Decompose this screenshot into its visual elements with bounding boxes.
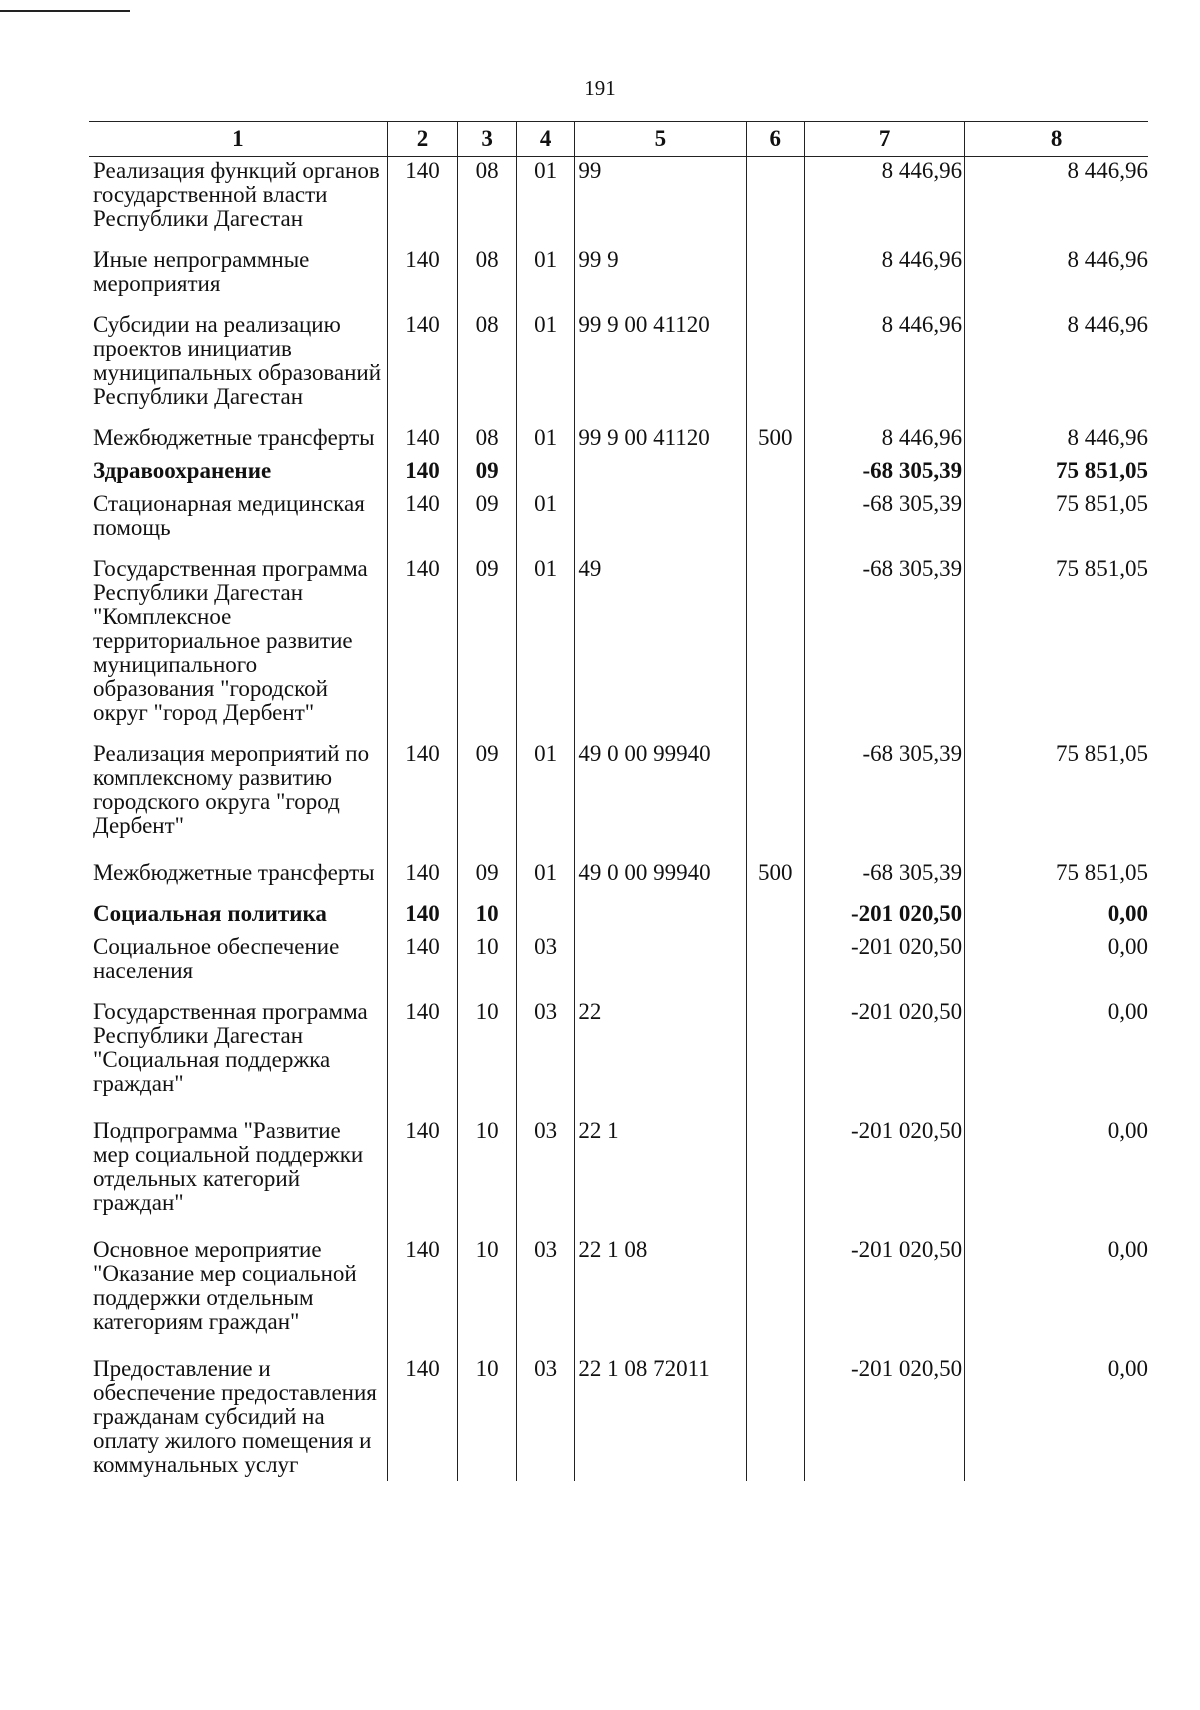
column-header: 3 xyxy=(458,122,517,157)
cell-amount-total: 0,00 xyxy=(965,933,1148,998)
cell-amount-change: -68 305,39 xyxy=(805,490,965,555)
cell-amount-total: 0,00 xyxy=(965,900,1148,933)
cell-subsection-code: 03 xyxy=(516,1236,575,1355)
cell-ministry-code: 140 xyxy=(387,859,458,900)
cell-section-code: 08 xyxy=(458,424,517,457)
cell-section-code: 10 xyxy=(458,1236,517,1355)
cell-section-code: 09 xyxy=(458,740,517,859)
cell-expense-type xyxy=(746,1355,805,1481)
cell-ministry-code: 140 xyxy=(387,998,458,1117)
table-row xyxy=(89,555,1148,740)
row-label: Основное мероприятие "Оказание мер социальной поддержки отдельным категориям граждан" xyxy=(93,1237,357,1334)
table-row xyxy=(89,933,1148,998)
cell-amount-total: 75 851,05 xyxy=(965,555,1148,740)
cell-section-code: 08 xyxy=(458,246,517,311)
cell-amount-total: 8 446,96 xyxy=(965,246,1148,311)
cell-amount-change: -201 020,50 xyxy=(805,933,965,998)
cell-amount-total: 8 446,96 xyxy=(965,157,1148,247)
cell-expense-type: 500 xyxy=(746,859,805,900)
row-label: Реализация функций органов государственной власти Республики Дагестан xyxy=(93,158,380,231)
cell-subsection-code: 01 xyxy=(516,157,575,247)
cell-expense-type xyxy=(746,1236,805,1355)
cell-amount-change: -201 020,50 xyxy=(805,1355,965,1481)
cell-section-code: 09 xyxy=(458,859,517,900)
cell-amount-change: -68 305,39 xyxy=(805,457,965,490)
cell-expense-type xyxy=(746,457,805,490)
table-row xyxy=(89,998,1148,1117)
cell-target-article: 49 xyxy=(575,555,746,740)
cell-subsection-code: 01 xyxy=(516,555,575,740)
cell-target-article xyxy=(575,490,746,555)
cell-expense-type xyxy=(746,490,805,555)
cell-target-article xyxy=(575,900,746,933)
row-label: Социальное обеспечение населения xyxy=(93,934,340,983)
cell-expense-type xyxy=(746,740,805,859)
cell-amount-change: -201 020,50 xyxy=(805,998,965,1117)
cell-amount-total: 0,00 xyxy=(965,1236,1148,1355)
column-header: 6 xyxy=(746,122,805,157)
row-label: Подпрограмма "Развитие мер социальной поддержки отдельных категорий граждан" xyxy=(93,1118,364,1215)
cell-amount-change: -68 305,39 xyxy=(805,740,965,859)
cell-target-article: 99 xyxy=(575,157,746,247)
cell-amount-total: 8 446,96 xyxy=(965,424,1148,457)
table-row xyxy=(89,1117,1148,1236)
row-label: Субсидии на реализацию проектов инициатив муниципальных образований Республики Дагестан xyxy=(93,312,382,409)
cell-ministry-code: 140 xyxy=(387,246,458,311)
cell-section-code: 09 xyxy=(458,490,517,555)
cell-subsection-code: 01 xyxy=(516,859,575,900)
table-row xyxy=(89,246,1148,311)
cell-amount-change: -68 305,39 xyxy=(805,555,965,740)
row-label: Предоставление и обеспечение предоставления гражданам субсидий на оплату жилого помещения и коммунальных услуг xyxy=(93,1356,377,1477)
cell-amount-change: -201 020,50 xyxy=(805,900,965,933)
cell-ministry-code: 140 xyxy=(387,311,458,424)
cell-ministry-code: 140 xyxy=(387,740,458,859)
cell-subsection-code: 01 xyxy=(516,424,575,457)
column-header: 5 xyxy=(575,122,746,157)
cell-ministry-code: 140 xyxy=(387,1117,458,1236)
cell-target-article: 49 0 00 99940 xyxy=(575,740,746,859)
cell-section-code: 10 xyxy=(458,900,517,933)
cell-target-article: 22 xyxy=(575,998,746,1117)
cell-target-article: 22 1 08 xyxy=(575,1236,746,1355)
cell-ministry-code: 140 xyxy=(387,157,458,247)
cell-expense-type: 500 xyxy=(746,424,805,457)
cell-amount-change: -68 305,39 xyxy=(805,859,965,900)
cell-section-code: 10 xyxy=(458,933,517,998)
cell-ministry-code: 140 xyxy=(387,457,458,490)
table-row xyxy=(89,424,1148,457)
row-label: Межбюджетные трансферты xyxy=(93,860,375,885)
cell-expense-type xyxy=(746,246,805,311)
cell-target-article xyxy=(575,933,746,998)
cell-expense-type xyxy=(746,998,805,1117)
column-header: 7 xyxy=(805,122,965,157)
row-label: Государственная программа Республики Дагестан "Социальная поддержка граждан" xyxy=(93,999,368,1096)
cell-ministry-code: 140 xyxy=(387,1355,458,1481)
cell-expense-type xyxy=(746,1117,805,1236)
table-row xyxy=(89,1236,1148,1355)
cell-amount-change: 8 446,96 xyxy=(805,311,965,424)
cell-section-code: 10 xyxy=(458,1355,517,1481)
column-header: 1 xyxy=(89,122,387,157)
cell-subsection-code: 01 xyxy=(516,490,575,555)
row-label: Иные непрограммные мероприятия xyxy=(93,247,310,296)
page-number: 191 xyxy=(584,76,616,100)
cell-subsection-code: 03 xyxy=(516,998,575,1117)
cell-ministry-code: 140 xyxy=(387,933,458,998)
row-label: Межбюджетные трансферты xyxy=(93,425,375,450)
cell-target-article: 49 0 00 99940 xyxy=(575,859,746,900)
cell-ministry-code: 140 xyxy=(387,555,458,740)
cell-subsection-code: 03 xyxy=(516,933,575,998)
cell-target-article: 99 9 00 41120 xyxy=(575,311,746,424)
cell-section-code: 10 xyxy=(458,1117,517,1236)
cell-amount-change: 8 446,96 xyxy=(805,424,965,457)
cell-subsection-code: 01 xyxy=(516,246,575,311)
cell-expense-type xyxy=(746,900,805,933)
cell-section-code: 10 xyxy=(458,998,517,1117)
cell-subsection-code: 01 xyxy=(516,311,575,424)
cell-amount-total: 75 851,05 xyxy=(965,740,1148,859)
cell-amount-total: 75 851,05 xyxy=(965,859,1148,900)
cell-amount-change: 8 446,96 xyxy=(805,157,965,247)
column-header: 4 xyxy=(516,122,575,157)
cell-target-article: 99 9 00 41120 xyxy=(575,424,746,457)
column-header: 2 xyxy=(387,122,458,157)
cell-amount-total: 0,00 xyxy=(965,1117,1148,1236)
table-row xyxy=(89,900,1148,933)
cell-section-code: 08 xyxy=(458,157,517,247)
cell-amount-change: 8 446,96 xyxy=(805,246,965,311)
cell-subsection-code: 03 xyxy=(516,1355,575,1481)
cell-subsection-code: 03 xyxy=(516,1117,575,1236)
cell-expense-type xyxy=(746,157,805,247)
cell-section-code: 09 xyxy=(458,555,517,740)
table-body xyxy=(89,157,1148,1482)
column-header: 8 xyxy=(965,122,1148,157)
cell-section-code: 08 xyxy=(458,311,517,424)
table-row xyxy=(89,157,1148,247)
cell-subsection-code xyxy=(516,900,575,933)
cell-subsection-code xyxy=(516,457,575,490)
table-row xyxy=(89,457,1148,490)
row-label: Реализация мероприятий по комплексному развитию городского округа "город Дербент" xyxy=(93,741,370,838)
cell-section-code: 09 xyxy=(458,457,517,490)
cell-amount-total: 0,00 xyxy=(965,1355,1148,1481)
cell-target-article: 22 1 08 72011 xyxy=(575,1355,746,1481)
table-row xyxy=(89,311,1148,424)
table-row xyxy=(89,859,1148,900)
cell-expense-type xyxy=(746,311,805,424)
cell-amount-change: -201 020,50 xyxy=(805,1236,965,1355)
row-label: Стационарная медицинская помощь xyxy=(93,491,365,540)
cell-expense-type xyxy=(746,555,805,740)
cell-expense-type xyxy=(746,933,805,998)
cell-amount-total: 75 851,05 xyxy=(965,490,1148,555)
cell-target-article: 22 1 xyxy=(575,1117,746,1236)
cell-target-article xyxy=(575,457,746,490)
cell-amount-total: 8 446,96 xyxy=(965,311,1148,424)
cell-subsection-code: 01 xyxy=(516,740,575,859)
table-row xyxy=(89,490,1148,555)
cell-ministry-code: 140 xyxy=(387,900,458,933)
row-label: Здравоохранение xyxy=(93,458,272,483)
cell-target-article: 99 9 xyxy=(575,246,746,311)
row-label: Социальная политика xyxy=(93,901,327,926)
scan-edge-line xyxy=(0,10,130,12)
cell-amount-total: 75 851,05 xyxy=(965,457,1148,490)
table-row xyxy=(89,740,1148,859)
cell-ministry-code: 140 xyxy=(387,1236,458,1355)
table-header-row xyxy=(89,122,1148,157)
cell-amount-total: 0,00 xyxy=(965,998,1148,1117)
table-row xyxy=(89,1355,1148,1481)
cell-amount-change: -201 020,50 xyxy=(805,1117,965,1236)
cell-ministry-code: 140 xyxy=(387,424,458,457)
budget-table xyxy=(89,121,1148,1481)
cell-ministry-code: 140 xyxy=(387,490,458,555)
row-label: Государственная программа Республики Дагестан "Комплексное территориальное развитие муниципального образования "городской округ "город Дербент" xyxy=(93,556,368,725)
